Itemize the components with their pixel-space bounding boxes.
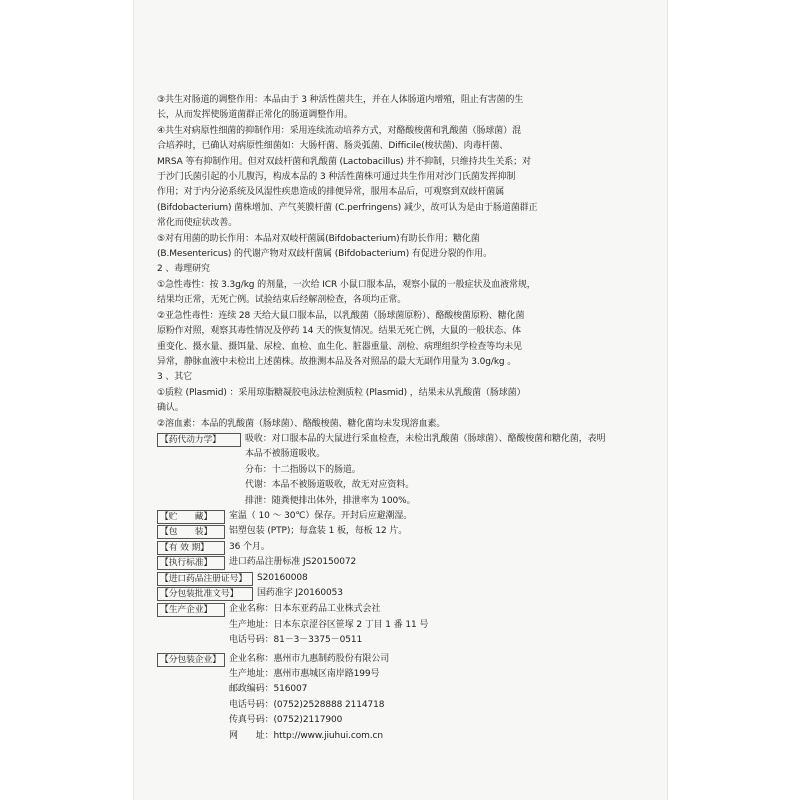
text-line: ①急性毒性：按 3.3g/kg 的剂量，一次给 ICR 小鼠口服本品，观察小鼠的一般症状及血液常规， — [157, 279, 536, 290]
pharmacokinetics-label: 【药代动力学】 — [157, 433, 241, 447]
document-body — [157, 93, 657, 744]
packager-line: 企业名称：惠州市九惠制药股份有限公司 — [229, 653, 390, 664]
field-value: 36 个月。 — [229, 541, 270, 552]
text-line: 确认。 — [157, 403, 184, 414]
text-line: 2 、毒理研究 — [157, 264, 210, 275]
field-value: 进口药品注册标准 JS20150072 — [229, 557, 357, 568]
text-line: 原粉作对照，观察其毒性情况及停药 14 天的恢复情况。结果无死亡例，大鼠的一般状态、体 — [157, 326, 521, 337]
manufacturer-label: 【生产企业】 — [157, 603, 225, 617]
packager-line: 网 址：http://www.jiuhui.com.cn — [229, 730, 383, 741]
text-line: ③共生对肠道的调整作用：本品由于 3 种活性菌共生，并在人体肠道内增殖，阻止有害菌的生 — [157, 95, 524, 105]
text-line: 常化而使症状改善。 — [157, 218, 238, 229]
packager-row — [157, 652, 657, 744]
packager-text — [229, 652, 657, 744]
field-label: 【包 装】 — [157, 525, 225, 539]
text-line: 作用；对于内分泌系统及风湿性疾患造成的排便异常，服用本品后，可观察到双歧杆菌属 — [157, 187, 505, 198]
field-value: S20160008 — [257, 572, 308, 583]
text-line: (Bifdobacterium) 菌株增加、产气荚膜杆菌 (C.perfringens) 减少，故可认为是由于肠道菌群正 — [157, 202, 538, 213]
text-line: ⑤对有用菌的助长作用：本品对双岐杆菌属(Bifdobacterium)有助长作用；糖化菌 — [157, 233, 480, 244]
text-line: 异常，静脉血液中未检出上述菌株。故推测本品及各对照品的最大无副作用量为 3.0g/kg 。 — [157, 356, 517, 367]
pharmacokinetics-line: 分布：十二指肠以下的肠道。 — [245, 464, 361, 475]
field-value: 室温（ 10 ～ 30℃）保存。开封后应避潮湿。 — [229, 510, 413, 521]
field-label: 【贮 藏】 — [157, 510, 225, 524]
info-field-row — [157, 586, 657, 601]
packager-line: 生产地址：惠州市惠城区南岸路199号 — [229, 669, 380, 680]
packager-line: 传真号码：(0752)2117900 — [229, 715, 343, 726]
pharmacokinetics-row — [157, 432, 657, 509]
field-value: 国药准字 J20160053 — [257, 588, 343, 598]
text-line: ②亚急性毒性：连续 28 天给大鼠口服本品，以乳酸菌（肠球菌原粉）、酪酸梭菌原粉、糖化菌 — [157, 310, 525, 321]
text-line: MRSA 等有抑制作用。但对双歧杆菌和乳酸菌 (Lactobacillus) 并不抑制，只维持共生关系；对 — [157, 156, 531, 167]
text-line: 长，从而发挥使肠道菌群正常化的肠道调整作用。 — [157, 110, 353, 121]
info-field-row — [157, 524, 657, 539]
packager-label: 【分包装企业】 — [157, 653, 225, 667]
pharmacokinetics-text — [245, 432, 657, 509]
packager-line: 电话号码：(0752)2528888 2114718 — [229, 699, 385, 710]
packager-line: 邮政编码：516007 — [229, 684, 308, 695]
info-field-row — [157, 540, 657, 555]
pharmacokinetics-line: 代谢：本品不被肠道吸收，故无对应资料。 — [245, 480, 415, 491]
text-line: 结果均正常，无死亡例。试验结束后经解剖检查，各项均正常。 — [157, 295, 407, 306]
info-fields — [157, 509, 657, 601]
manufacturer-text — [229, 602, 657, 648]
info-field-row — [157, 571, 657, 586]
manufacturer-line: 企业名称：日本东亚药品工业株式会社 — [229, 604, 381, 615]
manufacturer-line: 电话号码：81－3－3375－0511 — [229, 635, 363, 646]
field-label: 【执行标准】 — [157, 556, 225, 570]
field-label: 【分包装批准文号】 — [157, 587, 253, 601]
info-field-row — [157, 509, 657, 524]
text-line: 合培养时，已确认对病原性细菌如：大肠杆菌、肠炎弧菌、Difficile(梭状菌)、肉毒杆菌、 — [157, 141, 509, 152]
text-line: ④共生对病原性细菌的抑制作用：采用连续流动培养方式，对酪酸梭菌和乳酸菌（肠球菌）混 — [157, 125, 521, 136]
pharmacokinetics-line: 吸收：对口服本品的大鼠进行采血检查，未检出乳酸菌（肠球菌）、酪酸梭菌和糖化菌，表明 — [245, 433, 606, 444]
field-label: 【有 效 期】 — [157, 541, 225, 555]
text-line: ②溶血素：本品的乳酸菌（肠球菌）、酪酸梭菌、糖化菌均未发现溶血素。 — [157, 418, 446, 429]
text-line: (B.Mesentericus) 的代谢产物对双歧杆菌属 (Bifdobacterium) 有促进分裂的作用。 — [157, 249, 492, 260]
info-field-row — [157, 555, 657, 570]
pharmacology-section — [157, 93, 657, 432]
text-line: 于沙门氏菌引起的小儿腹泻，构成本品的 3 种活性菌株可通过共生作用对沙门氏菌发挥抑制 — [157, 172, 516, 183]
text-line: ①质粒 (Plasmid) ：采用琼脂糖凝胶电泳法检测质粒 (Plasmid) ，结果未从乳酸菌（肠球菌） — [157, 387, 526, 398]
pharmacokinetics-line: 本品不被肠道吸收。 — [245, 449, 326, 460]
pharmacokinetics-line: 排泄：随粪便排出体外，排泄率为 100%。 — [245, 495, 416, 506]
manufacturer-row — [157, 602, 657, 648]
text-line: 3 、其它 — [157, 372, 193, 383]
field-value: 铝塑包装 (PTP)；每盒装 1 板，每板 12 片。 — [229, 526, 408, 537]
manufacturer-line: 生产地址：日本东京涩谷区笹塚 2 丁目 1 番 11 号 — [229, 619, 429, 630]
text-line: 重变化、摄水量、摄饵量、尿检、血检、血生化、脏器重量、剖检、病理组织学检查等均未见 — [157, 341, 522, 352]
field-label: 【进口药品注册证号】 — [157, 572, 253, 586]
